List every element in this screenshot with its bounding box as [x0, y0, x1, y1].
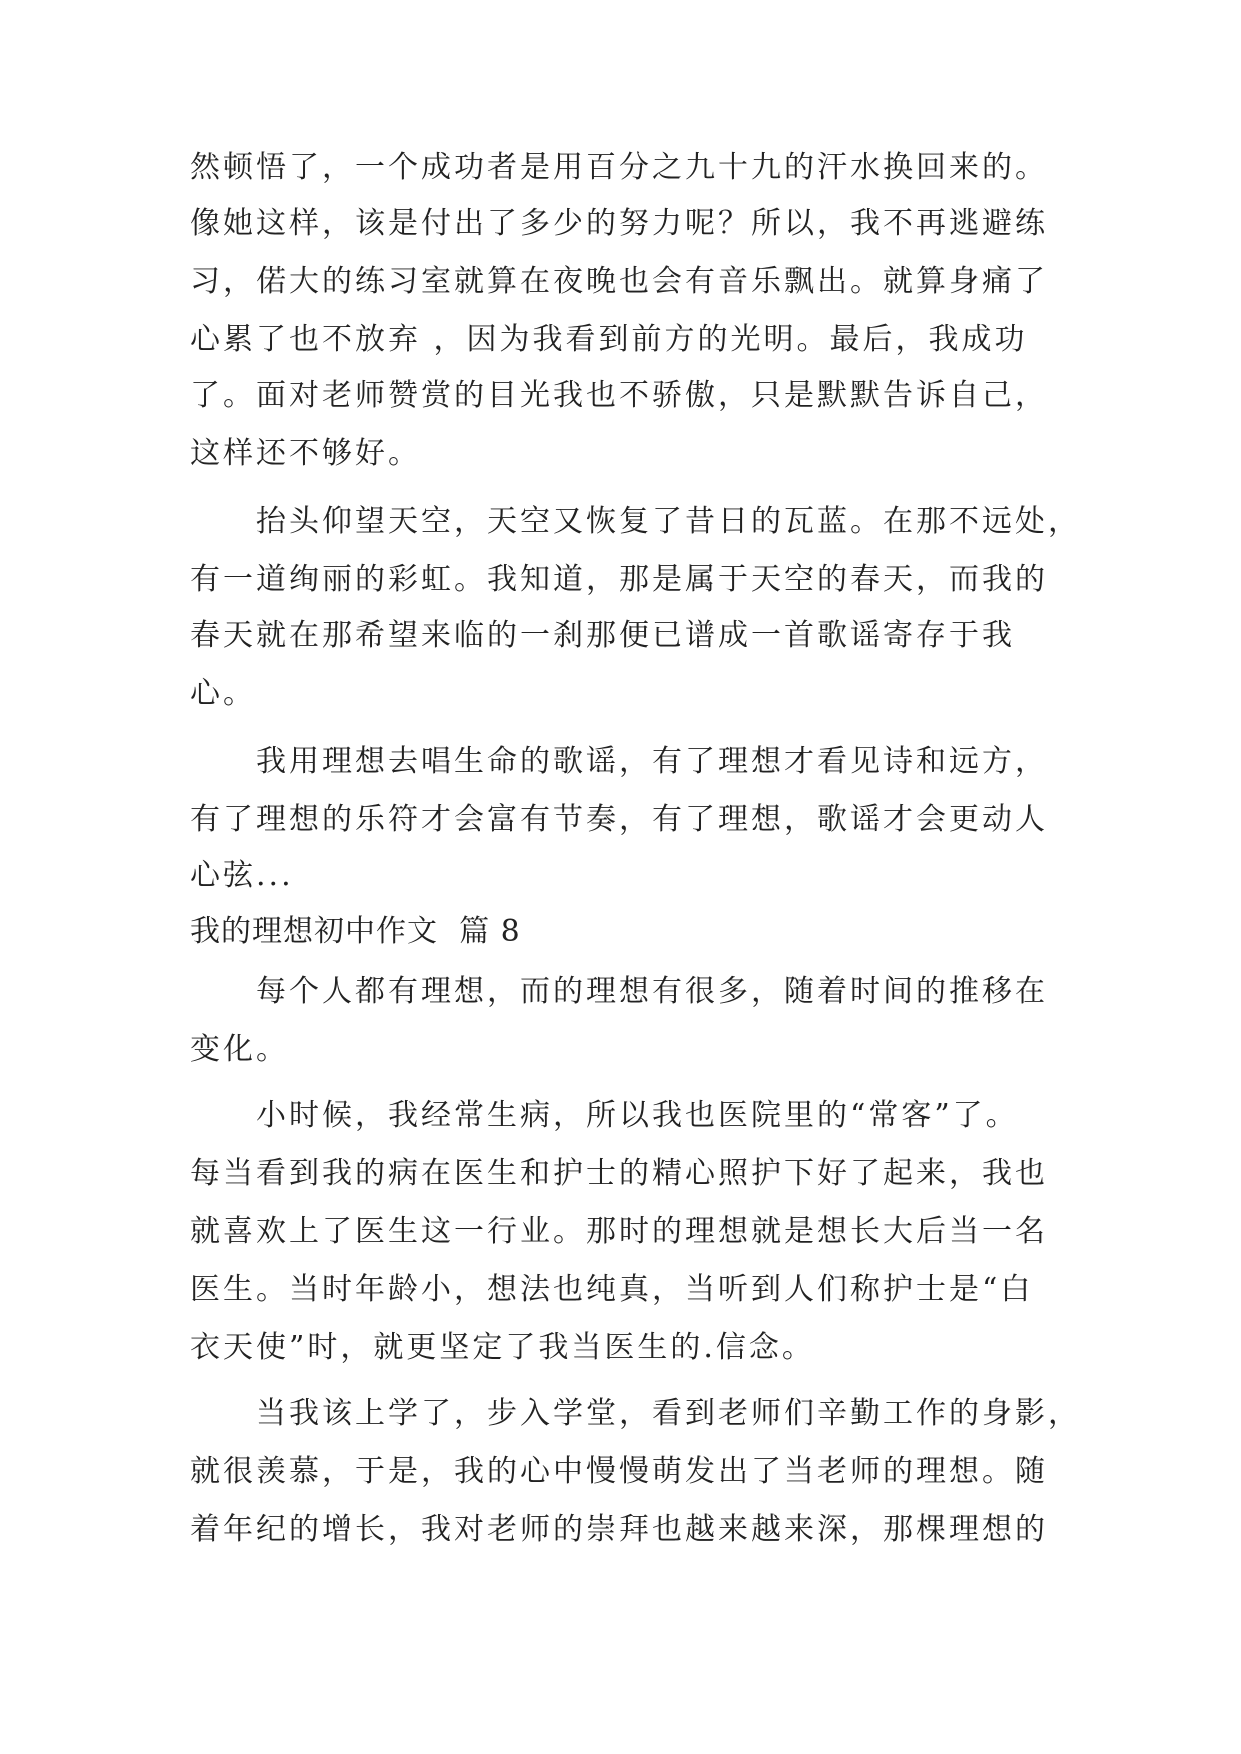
text-line: 心弦...	[190, 858, 294, 893]
text-line: 心。	[190, 676, 256, 711]
text-line: 习，偌大的练习室就算在夜晚也会有音乐飘出。就算身痛了	[190, 264, 1048, 299]
text-line: 衣天使”时，就更坚定了我当医生的.信念。	[190, 1330, 815, 1365]
text-line: 就喜欢上了医生这一行业。那时的理想就是想长大后当一名	[190, 1214, 1048, 1249]
text-line: 变化。	[190, 1032, 289, 1067]
text-line: 每个人都有理想，而的理想有很多，随着时间的推移在	[256, 974, 1048, 1009]
text-line: 这样还不够好。	[190, 436, 421, 471]
text-line: 心累了也不放弃 ，因为我看到前方的光明。最后，我成功	[190, 322, 1028, 357]
text-line: 每当看到我的病在医生和护士的精心照护下好了起来，我也	[190, 1156, 1048, 1191]
text-line: 着年纪的增长，我对老师的崇拜也越来越来深，那棵理想的	[190, 1512, 1048, 1547]
text-line: 医生。当时年龄小，想法也纯真，当听到人们称护士是“白	[190, 1272, 1034, 1307]
section-heading: 我的理想初中作文 篇 8	[190, 914, 521, 949]
text-line: 小时候，我经常生病，所以我也医院里的“常客”了。	[256, 1098, 1019, 1133]
text-line: 有一道绚丽的彩虹。我知道，那是属于天空的春天，而我的	[190, 562, 1048, 597]
text-line: 我用理想去唱生命的歌谣，有了理想才看见诗和远方，	[256, 744, 1048, 779]
text-line: 抬头仰望天空，天空又恢复了昔日的瓦蓝。在那不远处，	[256, 504, 1081, 539]
text-line: 当我该上学了，步入学堂，看到老师们辛勤工作的身影，	[256, 1396, 1081, 1431]
text-line: 像她这样，该是付出了多少的努力呢？所以，我不再逃避练	[190, 206, 1048, 241]
text-line: 就很羡慕，于是，我的心中慢慢萌发出了当老师的理想。随	[190, 1454, 1048, 1489]
text-line: 春天就在那希望来临的一刹那便已谱成一首歌谣寄存于我	[190, 618, 1015, 653]
text-line: 了。面对老师赞赏的目光我也不骄傲，只是默默告诉自己，	[190, 378, 1048, 413]
text-line: 然顿悟了，一个成功者是用百分之九十九的汗水换回来的。	[190, 150, 1048, 185]
text-line: 有了理想的乐符才会富有节奏，有了理想，歌谣才会更动人	[190, 802, 1048, 837]
